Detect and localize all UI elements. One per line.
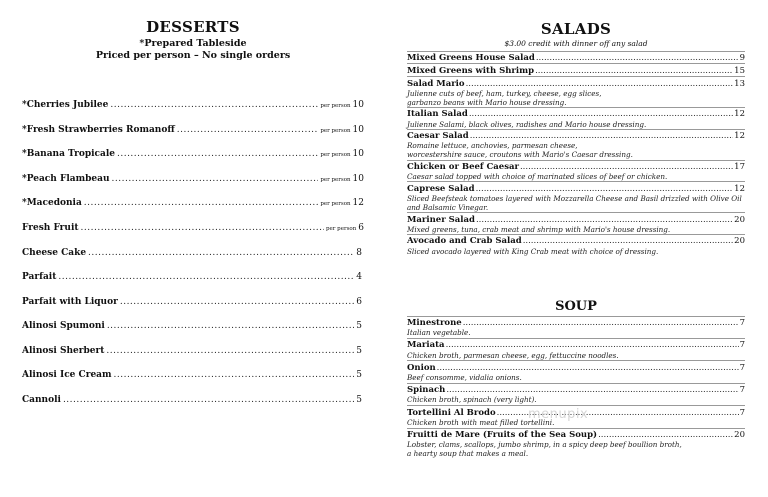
soup-item-description: Chicken broth with meat filled tortellini. — [407, 417, 555, 427]
dot-leader — [117, 149, 318, 159]
soup-item — [407, 384, 745, 395]
dessert-item-name: Cheese Cake — [22, 247, 87, 258]
salad-item-name: Mixed Greens with Shrimp — [407, 65, 535, 76]
desserts-subtitle-tableside: *Prepared Tableside — [139, 38, 247, 49]
dessert-item — [22, 270, 364, 282]
dot-leader — [58, 272, 354, 282]
soup-item-description: Chicken broth, spinach (very light). — [407, 395, 537, 405]
dessert-item — [22, 147, 364, 159]
salad-item-price: 12 — [734, 131, 745, 142]
soup-title: SOUP — [555, 299, 597, 314]
soup-item — [407, 362, 745, 373]
dot-leader — [437, 363, 739, 373]
desserts-title: DESSERTS — [146, 18, 240, 36]
dot-leader — [88, 248, 354, 258]
dessert-item-price: 5 — [356, 394, 362, 405]
dessert-item — [22, 344, 364, 356]
soup-item-price: 7 — [739, 385, 745, 396]
salad-item-description: Julienne Salami, black olives, radishes and Mario house dressing. — [407, 119, 647, 129]
salad-item-price: 13 — [734, 78, 745, 89]
dot-leader — [177, 125, 319, 135]
soup-item-name: Spinach — [407, 385, 446, 396]
soup-item — [407, 339, 745, 350]
dessert-item — [22, 393, 364, 405]
dessert-item-name: Fresh Fruit — [22, 223, 79, 233]
dessert-item — [22, 319, 364, 331]
salad-item — [407, 52, 745, 63]
dessert-per-person-note: per person — [320, 103, 351, 109]
salad-item-price: 12 — [734, 183, 745, 194]
soup-item-price: 7 — [739, 340, 745, 351]
dessert-item-price: 6 — [358, 223, 364, 233]
salad-item-description: and Balsamic Vinegar. — [407, 203, 489, 212]
salad-item-name: Salad Mario — [407, 78, 465, 89]
dessert-item-price: 10 — [352, 100, 364, 110]
dot-leader — [106, 346, 354, 356]
salad-item-price: 15 — [734, 65, 745, 76]
soup-item-description: Chicken broth, parmesan cheese, egg, fettuccine noodles. — [407, 350, 619, 360]
dessert-item-name: Parfait — [22, 272, 57, 282]
soup-item-description: Beef consomme, vidalia onions. — [407, 373, 522, 382]
salads-credit-note: $3.00 credit with dinner off any salad — [504, 39, 648, 48]
salad-item-description: Sliced Beefsteak tomatoes layered with Mozzarella Cheese and Basil drizzled with Olive Oil — [407, 194, 742, 203]
dessert-item-price: 8 — [356, 247, 362, 258]
soup-item-description: Italian vegetable. — [407, 328, 471, 338]
salad-item-description: worcestershire sauce, croutons with Mario's Caesar dressing. — [407, 150, 633, 160]
dessert-item-name: Parfait with Liquor — [22, 296, 118, 307]
dot-leader — [446, 340, 739, 350]
dot-leader — [469, 109, 733, 119]
dessert-item — [22, 368, 364, 380]
salad-item-name: Avocado and Crab Salad — [407, 236, 522, 247]
salad-item-name: Caesar Salad — [407, 131, 469, 142]
dot-leader — [476, 184, 734, 194]
salad-item — [407, 130, 745, 141]
dessert-item-price: 5 — [356, 370, 362, 380]
dot-leader — [84, 198, 319, 208]
desserts-section — [22, 18, 364, 405]
dessert-item-name: *Peach Flambeau — [22, 173, 110, 184]
soup-item-price: 7 — [739, 362, 745, 373]
dessert-item-price: 10 — [352, 124, 364, 135]
salad-item-description: Mixed greens, tuna, crab meat and shrimp with Mario's house dressing. — [407, 224, 671, 234]
dessert-item-name: *Fresh Strawberries Romanoff — [22, 124, 175, 135]
dessert-item — [22, 196, 364, 208]
dessert-item-price: 10 — [352, 149, 364, 159]
salad-item-name: Caprese Salad — [407, 183, 475, 194]
salad-item — [407, 214, 745, 225]
dessert-item — [22, 98, 364, 110]
salad-item-description: Julienne cuts of beef, ham, turkey, cheese, egg slices, — [407, 88, 602, 98]
dessert-per-person-note: per person — [326, 226, 357, 232]
salad-item-name: Mixed Greens House Salad — [407, 53, 535, 63]
salad-item-description: Romaine lettuce, anchovies, parmesan cheese, — [407, 141, 578, 151]
dessert-per-person-note: per person — [320, 176, 351, 183]
dot-leader — [446, 385, 738, 395]
dot-leader — [523, 236, 733, 246]
salad-item-description: Caesar salad topped with choice of marinated slices of beef or chicken. — [407, 172, 668, 182]
dot-leader — [63, 395, 354, 405]
salad-item-price: 20 — [734, 236, 745, 247]
dessert-item — [22, 221, 364, 233]
dot-leader — [476, 215, 733, 225]
dot-leader — [536, 53, 739, 63]
dot-leader — [520, 162, 733, 172]
watermark: menupix — [528, 407, 589, 422]
dot-leader — [470, 131, 733, 141]
salad-item — [407, 161, 745, 172]
dot-leader — [107, 321, 354, 331]
soup-item-name: Minestrone — [407, 318, 462, 328]
salad-item-price: 9 — [739, 53, 745, 63]
dot-leader — [81, 223, 324, 233]
dot-leader — [466, 79, 734, 89]
desserts-subtitle-priced: Priced per person – No single orders — [95, 50, 291, 61]
dessert-item-price: 10 — [352, 173, 364, 184]
dot-leader — [535, 66, 733, 76]
dessert-item — [22, 295, 364, 307]
soup-item-name: Tortellini Al Brodo — [407, 407, 496, 418]
salad-item-description: garbanzo beans with Mario house dressing. — [407, 97, 567, 107]
soup-item-name: Mariata — [407, 340, 445, 351]
soup-item-description: a hearty soup that makes a meal. — [407, 449, 529, 459]
dessert-per-person-note: per person — [320, 127, 351, 134]
dessert-item-name: Alinosi Ice Cream — [22, 370, 112, 380]
dot-leader — [120, 297, 354, 307]
dessert-item-price: 6 — [356, 296, 362, 307]
salad-item-price: 12 — [734, 109, 745, 120]
dessert-item — [22, 246, 364, 258]
soup-item — [407, 429, 745, 440]
salad-item-name: Italian Salad — [407, 109, 468, 120]
salad-item-name: Chicken or Beef Caesar — [407, 162, 519, 172]
salad-item — [407, 65, 745, 76]
salad-item-price: 17 — [734, 162, 745, 172]
soup-item — [407, 317, 745, 328]
dessert-item-name: *Banana Tropicale — [22, 149, 115, 159]
salad-item — [407, 235, 745, 246]
dot-leader — [463, 318, 739, 328]
dessert-per-person-note: per person — [320, 152, 351, 158]
dessert-item-price: 5 — [356, 321, 362, 331]
dessert-item-price: 5 — [356, 345, 362, 356]
dot-leader — [110, 100, 318, 110]
salad-item-price: 20 — [734, 214, 745, 225]
soup-item-name: Onion — [407, 362, 436, 373]
soup-item-price: 7 — [739, 407, 745, 418]
dot-leader — [598, 430, 733, 440]
dot-leader — [112, 174, 319, 184]
dessert-item-name: *Cherries Jubilee — [22, 100, 109, 110]
dessert-item-name: Alinosi Sherbert — [22, 345, 105, 356]
dessert-item-price: 12 — [352, 198, 364, 208]
salad-item — [407, 183, 745, 194]
soup-item-price: 7 — [739, 318, 745, 328]
dessert-item-name: *Macedonia — [22, 198, 82, 208]
soup-item-name: Fruitti de Mare (Fruits of the Sea Soup) — [407, 430, 598, 440]
dessert-item-price: 4 — [356, 272, 362, 282]
salad-item-name: Mariner Salad — [407, 214, 475, 225]
dessert-per-person-note: per person — [320, 201, 351, 207]
dessert-item-name: Alinosi Spumoni — [22, 321, 105, 331]
salad-item — [407, 108, 745, 119]
dessert-item-name: Cannoli — [22, 394, 61, 405]
soup-item-price: 20 — [734, 430, 745, 440]
soup-item-description: Lobster, clams, scallops, jumbo shrimp, in a spicy deep beef boullion broth, — [407, 440, 682, 450]
dessert-item — [22, 123, 364, 135]
dessert-item — [22, 172, 364, 184]
salad-item-description: Sliced avocado layered with King Crab meat with choice of dressing. — [407, 246, 659, 256]
salads-title: SALADS — [540, 20, 612, 38]
salad-item — [407, 78, 745, 89]
dot-leader — [114, 370, 355, 380]
